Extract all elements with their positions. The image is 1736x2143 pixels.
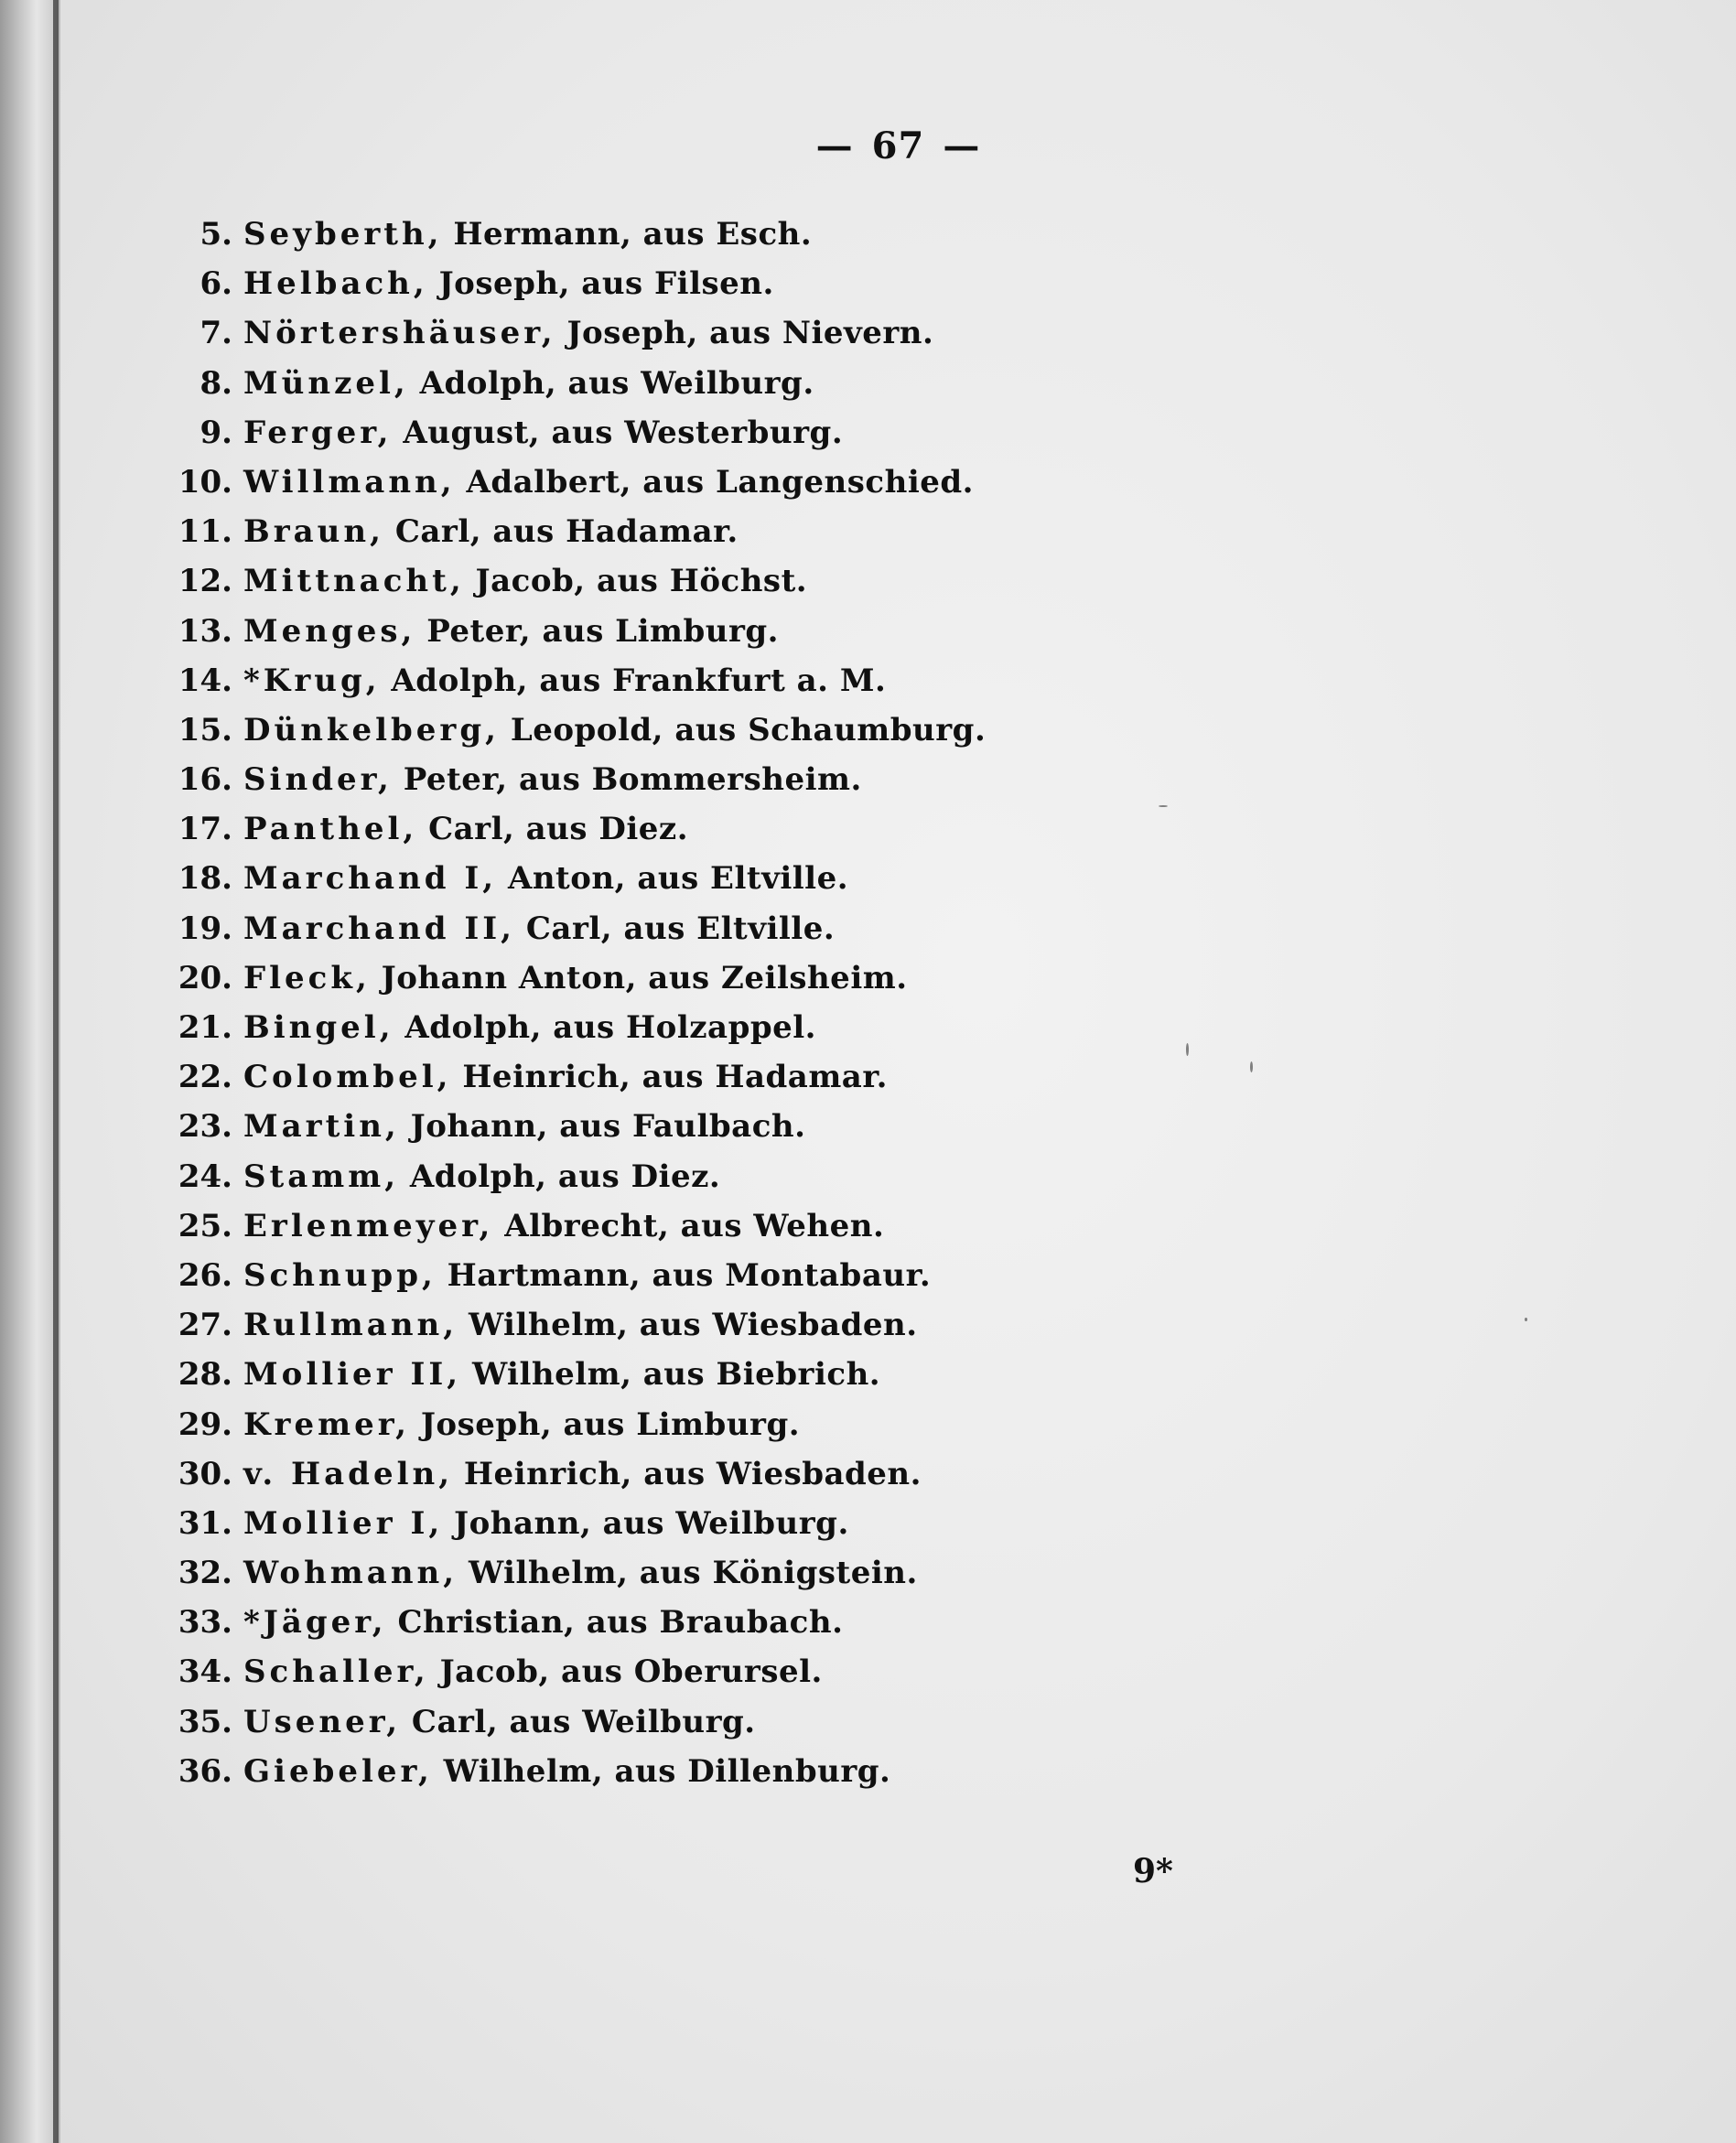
list-item bbox=[60, 308, 1159, 358]
entry-number: 16. bbox=[178, 761, 232, 799]
entry-details: Carl, aus Diez. bbox=[428, 811, 689, 848]
list-item bbox=[60, 1548, 1159, 1598]
entry-details: Wilhelm, aus Biebrich. bbox=[471, 1356, 881, 1394]
entry-number: 14. bbox=[178, 662, 232, 699]
list-item bbox=[60, 359, 1159, 408]
entry-number: 6. bbox=[199, 265, 232, 303]
entry-number: 10. bbox=[178, 463, 232, 501]
entry-surname: Sinder, bbox=[243, 761, 393, 799]
entry-surname: Bingel, bbox=[243, 1009, 394, 1046]
entry-number: 25. bbox=[178, 1207, 232, 1244]
entry-number: 21. bbox=[178, 1009, 232, 1046]
entry-number: 32. bbox=[178, 1555, 232, 1592]
entry-details: Joseph, aus Filsen. bbox=[438, 265, 774, 303]
list-item bbox=[60, 804, 1159, 854]
entry-surname: Marchand I, bbox=[243, 860, 498, 898]
entry-number: 34. bbox=[178, 1653, 232, 1691]
list-item bbox=[60, 656, 1159, 705]
name-list bbox=[60, 210, 1159, 1796]
entry-details: Johann Anton, aus Zeilsheim. bbox=[381, 959, 908, 996]
list-item bbox=[60, 210, 1159, 259]
list-item bbox=[60, 458, 1159, 507]
entry-number: 28. bbox=[178, 1356, 232, 1394]
page-header bbox=[60, 124, 1736, 167]
entry-details: Wilhelm, aus Königstein. bbox=[468, 1555, 918, 1592]
entry-details: Carl, aus Eltville. bbox=[525, 910, 836, 947]
list-item bbox=[60, 507, 1159, 556]
entry-details: August, aus Westerburg. bbox=[403, 414, 844, 451]
entry-number: 8. bbox=[199, 364, 232, 402]
entry-details: Adolph, aus Diez. bbox=[409, 1158, 721, 1195]
entry-number: 35. bbox=[178, 1703, 232, 1740]
entry-details: Adolph, aus Holzappel. bbox=[404, 1009, 817, 1046]
entry-surname: Schaller, bbox=[243, 1653, 429, 1691]
entry-number: 36. bbox=[178, 1752, 232, 1790]
entry-details: Adolph, aus Weilburg. bbox=[419, 364, 814, 402]
entry-number: 30. bbox=[178, 1455, 232, 1492]
entry-details: Joseph, aus Nievern. bbox=[566, 315, 934, 352]
entry-surname: Erlenmeyer, bbox=[243, 1207, 494, 1244]
entry-details: Wilhelm, aus Dillenburg. bbox=[443, 1752, 891, 1790]
entry-surname: Stamm, bbox=[243, 1158, 400, 1195]
entry-number: 15. bbox=[178, 711, 232, 748]
entry-number: 27. bbox=[178, 1307, 232, 1344]
entry-number: 26. bbox=[178, 1256, 232, 1294]
speck bbox=[1525, 1318, 1527, 1321]
gutter-shadow bbox=[53, 0, 59, 2143]
list-item bbox=[60, 1300, 1159, 1350]
list-item bbox=[60, 1152, 1159, 1201]
entry-surname: Ferger, bbox=[243, 414, 393, 451]
list-item bbox=[60, 556, 1159, 606]
entry-number: 23. bbox=[178, 1108, 232, 1146]
signature-mark: 9* bbox=[1133, 1852, 1173, 1890]
entry-number: 29. bbox=[178, 1405, 232, 1443]
entry-details: Adolph, aus Frankfurt a. M. bbox=[391, 662, 887, 699]
entry-number: 7. bbox=[199, 315, 232, 352]
header-dash-left: — bbox=[815, 124, 854, 167]
list-item bbox=[60, 1102, 1159, 1151]
entry-surname: v. Hadeln, bbox=[243, 1455, 454, 1492]
entry-surname: Braun, bbox=[243, 513, 384, 551]
entry-surname: Dünkelberg, bbox=[243, 711, 500, 748]
list-item bbox=[60, 1400, 1159, 1449]
entry-details: Peter, aus Limburg. bbox=[426, 612, 779, 650]
entry-details: Heinrich, aus Wiesbaden. bbox=[463, 1455, 922, 1492]
list-item bbox=[60, 953, 1159, 1003]
list-item bbox=[60, 1003, 1159, 1052]
entry-surname: Mollier II, bbox=[243, 1356, 462, 1394]
entry-surname: Fleck, bbox=[243, 959, 371, 996]
entry-surname: Panthel, bbox=[243, 811, 418, 848]
entry-details: Johann, aus Weilburg. bbox=[454, 1504, 849, 1542]
entry-number: 19. bbox=[178, 910, 232, 947]
entry-details: Christian, aus Braubach. bbox=[397, 1604, 844, 1642]
header-dash-right: — bbox=[943, 124, 981, 167]
list-item bbox=[60, 1052, 1159, 1102]
entry-details: Carl, aus Weilburg. bbox=[411, 1703, 756, 1740]
entry-details: Carl, aus Hadamar. bbox=[394, 513, 739, 551]
list-item bbox=[60, 1251, 1159, 1300]
entry-surname: Willmann, bbox=[243, 463, 456, 501]
list-item bbox=[60, 1647, 1159, 1696]
entry-details: Johann, aus Faulbach. bbox=[410, 1108, 806, 1146]
page-number: 67 bbox=[871, 124, 925, 167]
list-item bbox=[60, 607, 1159, 656]
speck bbox=[1250, 1061, 1253, 1072]
entry-surname: Mittnacht, bbox=[243, 563, 465, 600]
entry-surname: Nörtershäuser, bbox=[243, 315, 556, 352]
entry-surname: Wohmann, bbox=[243, 1555, 458, 1592]
entry-number: 9. bbox=[199, 414, 232, 451]
entry-surname: Giebeler, bbox=[243, 1752, 433, 1790]
list-item bbox=[60, 408, 1159, 458]
entry-surname: Schnupp, bbox=[243, 1256, 437, 1294]
list-item bbox=[60, 1598, 1159, 1647]
entry-details: Hermann, aus Esch. bbox=[453, 216, 813, 253]
entry-surname: Usener, bbox=[243, 1703, 402, 1740]
entry-number: 20. bbox=[178, 959, 232, 996]
entry-surname: *Krug, bbox=[243, 662, 381, 699]
entry-surname: Kremer, bbox=[243, 1405, 410, 1443]
entry-details: Hartmann, aus Montabaur. bbox=[447, 1256, 932, 1294]
entry-surname: Helbach, bbox=[243, 265, 428, 303]
list-item bbox=[60, 1747, 1159, 1796]
entry-number: 13. bbox=[178, 612, 232, 650]
entry-surname: Marchand II, bbox=[243, 910, 516, 947]
list-item bbox=[60, 1449, 1159, 1499]
entry-details: Jacob, aus Oberursel. bbox=[439, 1653, 823, 1691]
list-item bbox=[60, 1350, 1159, 1399]
list-item bbox=[60, 1201, 1159, 1251]
list-item bbox=[60, 755, 1159, 804]
entry-number: 17. bbox=[178, 811, 232, 848]
entry-surname: *Jäger, bbox=[243, 1604, 387, 1642]
entry-number: 12. bbox=[178, 563, 232, 600]
list-item bbox=[60, 1697, 1159, 1747]
entry-number: 31. bbox=[178, 1504, 232, 1542]
entry-surname: Mollier I, bbox=[243, 1504, 444, 1542]
entry-details: Adalbert, aus Langenschied. bbox=[466, 463, 974, 501]
entry-surname: Menges, bbox=[243, 612, 416, 650]
list-item bbox=[60, 259, 1159, 308]
entry-number: 22. bbox=[178, 1059, 232, 1096]
entry-details: Anton, aus Eltville. bbox=[507, 860, 849, 898]
list-item bbox=[60, 1499, 1159, 1548]
list-item bbox=[60, 705, 1159, 755]
entry-details: Wilhelm, aus Wiesbaden. bbox=[468, 1307, 918, 1344]
entry-details: Leopold, aus Schaumburg. bbox=[510, 711, 987, 748]
list-item bbox=[60, 854, 1159, 903]
entry-number: 11. bbox=[178, 513, 232, 551]
entry-surname: Münzel, bbox=[243, 364, 409, 402]
entry-details: Jacob, aus Höchst. bbox=[475, 563, 808, 600]
speck bbox=[1159, 805, 1168, 807]
entry-surname: Martin, bbox=[243, 1108, 400, 1146]
entry-details: Heinrich, aus Hadamar. bbox=[462, 1059, 888, 1096]
entry-surname: Seyberth, bbox=[243, 216, 443, 253]
entry-details: Peter, aus Bommersheim. bbox=[403, 761, 862, 799]
entry-number: 24. bbox=[178, 1158, 232, 1195]
entry-details: Albrecht, aus Wehen. bbox=[504, 1207, 885, 1244]
speck bbox=[1186, 1043, 1189, 1056]
entry-details: Joseph, aus Limburg. bbox=[420, 1405, 801, 1443]
list-item bbox=[60, 904, 1159, 953]
entry-number: 33. bbox=[178, 1604, 232, 1642]
entry-surname: Colombel, bbox=[243, 1059, 452, 1096]
page-sheet bbox=[60, 0, 1736, 2143]
entry-number: 5. bbox=[199, 216, 232, 253]
entry-surname: Rullmann, bbox=[243, 1307, 458, 1344]
entry-number: 18. bbox=[178, 860, 232, 898]
